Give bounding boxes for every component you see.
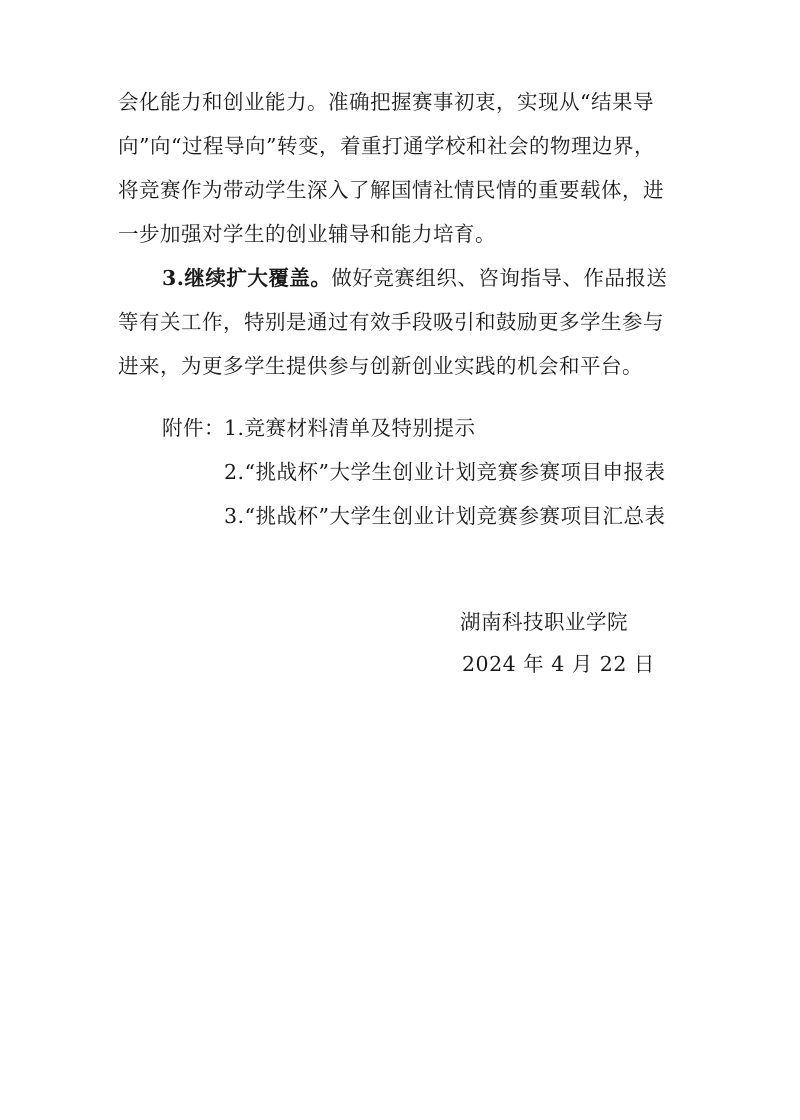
paragraph-line: 向”向“过程导向”转变，着重打通学校和社会的物理边界，	[118, 134, 655, 158]
paragraph-line: 进来，为更多学生提供参与创新创业实践的机会和平台。	[118, 354, 643, 378]
attachment-item: 3.“挑战杯”大学生创业计划竞赛参赛项目汇总表	[224, 504, 666, 528]
section-heading: 3.继续扩大覆盖。	[162, 266, 332, 290]
paragraph-line: 将竞赛作为带动学生深入了解国情社情民情的重要载体，进	[118, 178, 664, 202]
paragraph-line: 会化能力和创业能力。准确把握赛事初衷，实现从“结果导	[118, 90, 654, 114]
attachment-item: 2.“挑战杯”大学生创业计划竞赛参赛项目申报表	[224, 460, 666, 484]
paragraph-first-line	[162, 264, 667, 292]
attachments-label: 附件：	[162, 416, 225, 440]
signature-organization: 湖南科技职业学院	[460, 610, 628, 634]
paragraph-text: 做好竞赛组织、咨询指导、作品报送	[331, 266, 668, 290]
paragraph-line: 一步加强对学生的创业辅导和能力培育。	[118, 222, 496, 246]
signature-date: 2024 年 4 月 22 日	[462, 652, 655, 676]
paragraph-line: 等有关工作，特别是通过有效手段吸引和鼓励更多学生参与	[118, 310, 664, 334]
attachment-item: 1.竞赛材料清单及特别提示	[224, 416, 476, 440]
